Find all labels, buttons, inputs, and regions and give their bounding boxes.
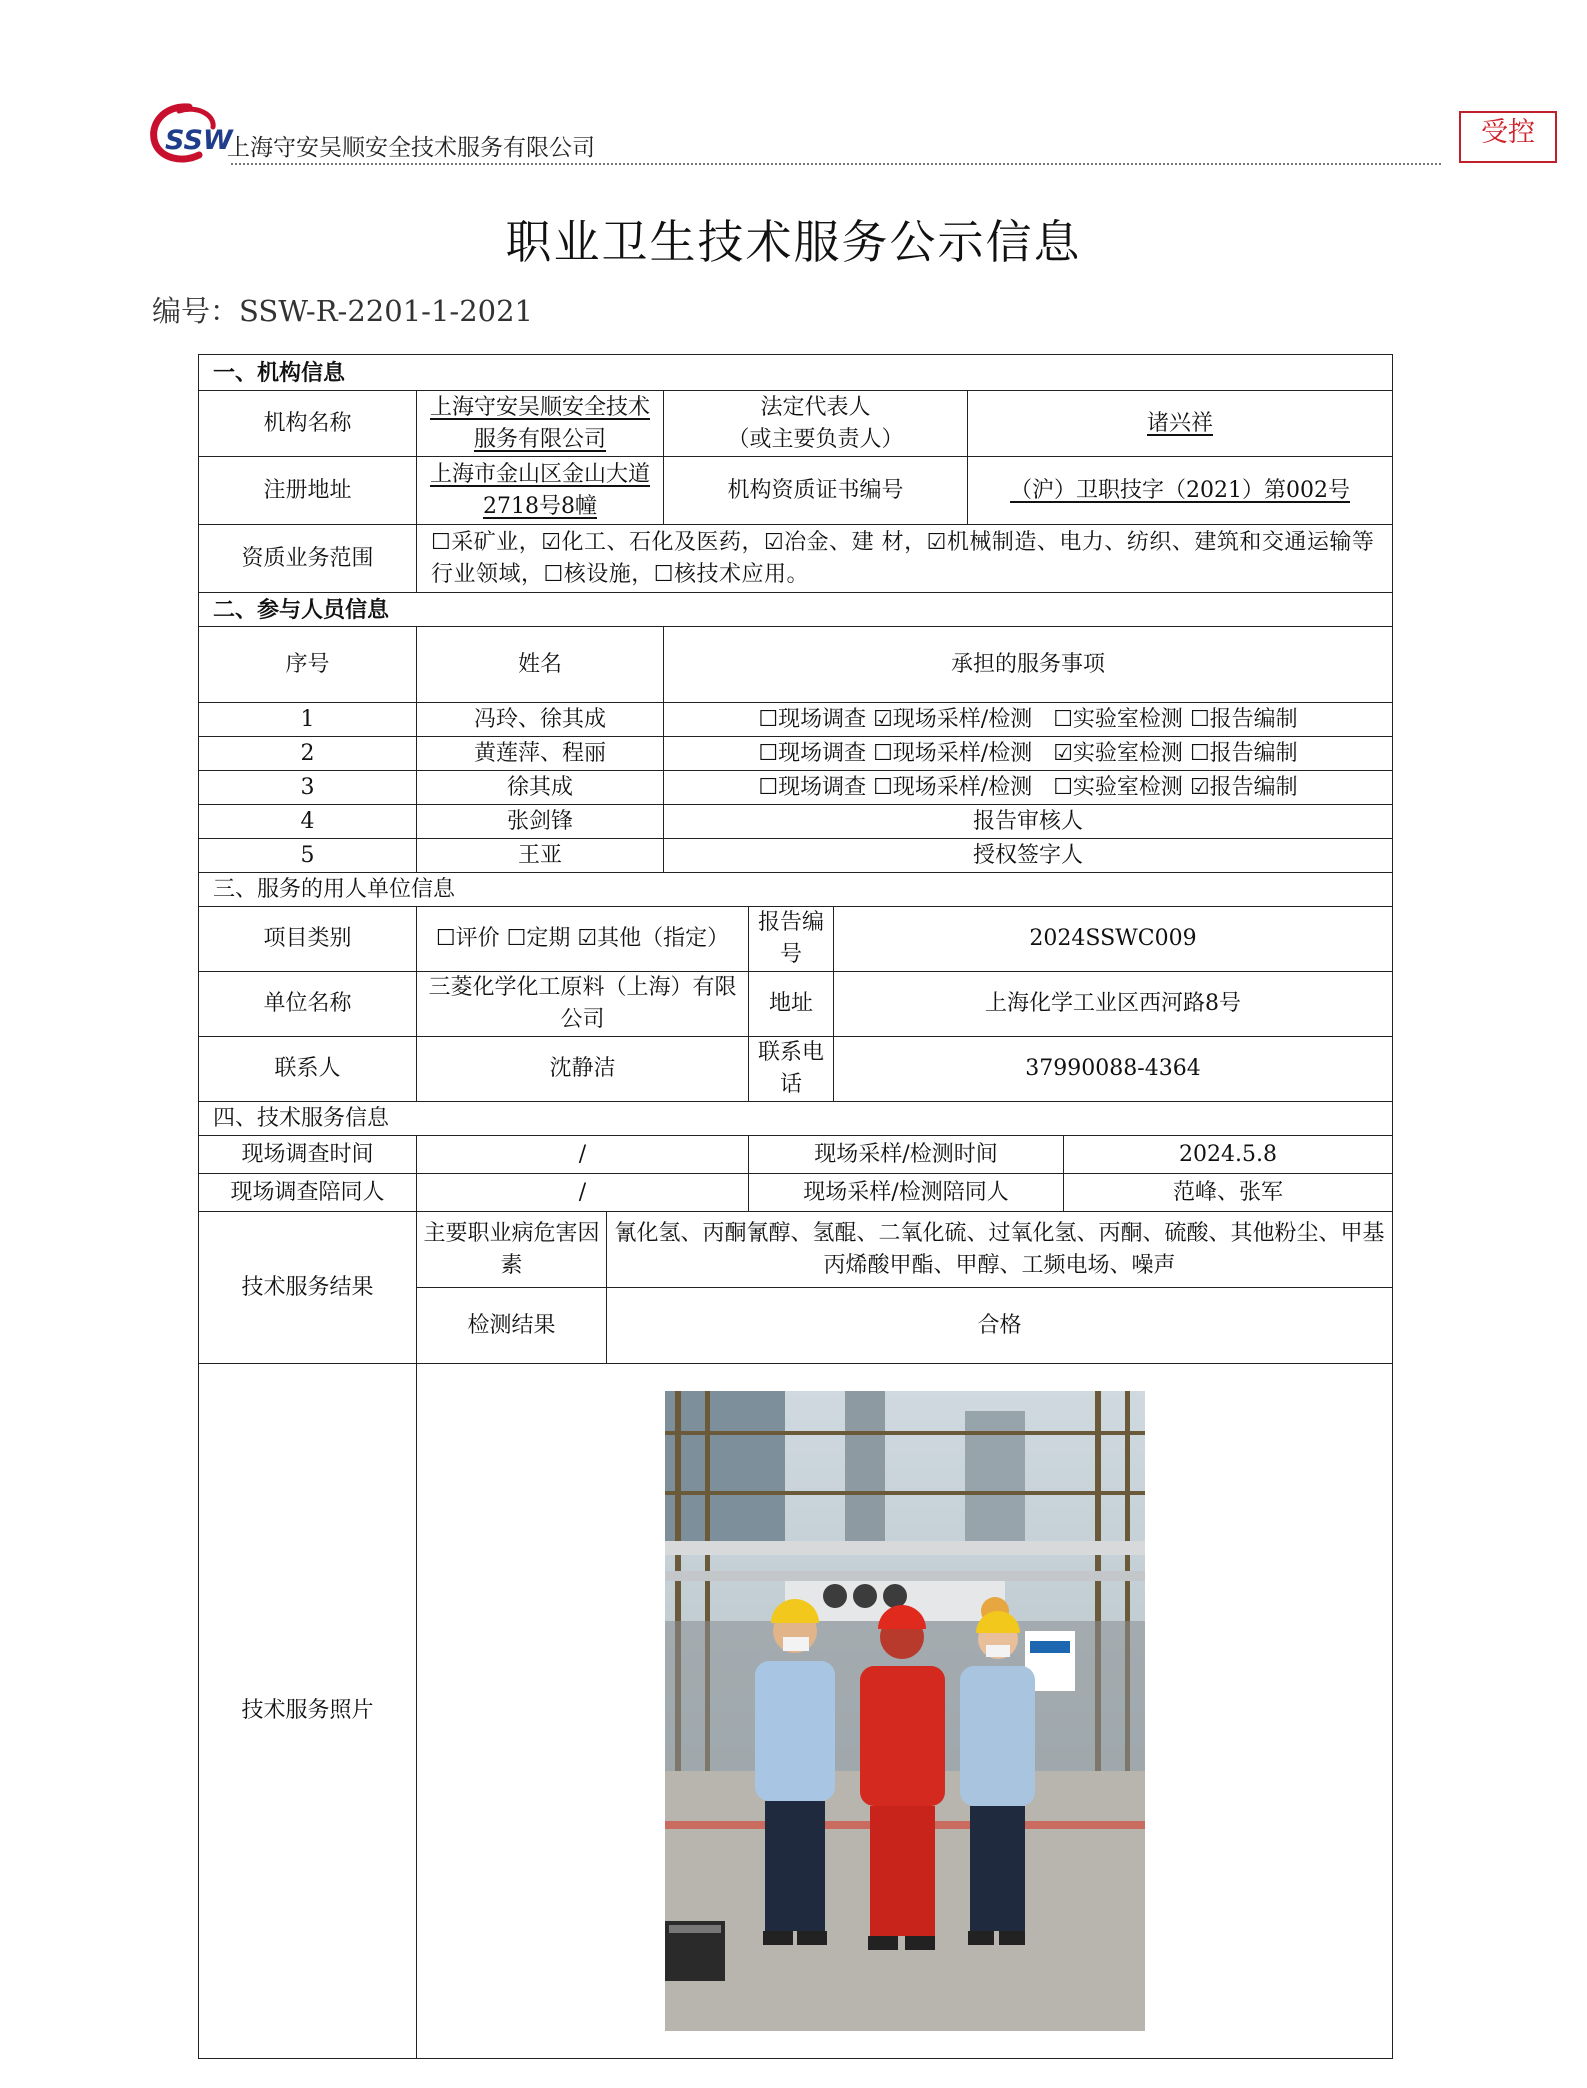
staff-no: 5 — [199, 839, 417, 873]
section-heading-client: 三、服务的用人单位信息 — [199, 873, 1393, 907]
result-label: 技术服务结果 — [199, 1212, 417, 1364]
staff-no: 4 — [199, 805, 417, 839]
duty-check: ☐实验室检测 — [1053, 774, 1183, 800]
legal-rep-label-line1: 法定代表人 — [760, 394, 871, 420]
duty-check: ☐现场调查 — [758, 740, 867, 766]
unit-name-value: 三菱化学化工原料（上海）有限公司 — [417, 972, 749, 1037]
legal-rep-label-line2: （或主要负责人） — [727, 426, 904, 452]
staff-no: 2 — [199, 737, 417, 771]
staff-duties — [664, 737, 1393, 771]
col-header-duty: 承担的服务事项 — [664, 627, 1393, 703]
header-divider — [231, 163, 1441, 165]
table-row — [199, 805, 1393, 839]
scope-value: ☐采矿业，☑化工、石化及医药，☑冶金、建 材，☑机械制造、电力、纺织、建筑和交通运输等行业领域，☐核设施，☐核技术应用。 — [417, 525, 1393, 593]
photo-label: 技术服务照片 — [199, 1364, 417, 2059]
staff-duties — [664, 703, 1393, 737]
scope-label: 资质业务范围 — [199, 525, 417, 593]
org-name-label: 机构名称 — [199, 391, 417, 457]
page-title: 职业卫生技术服务公示信息 — [505, 215, 1082, 269]
staff-name: 张剑锋 — [417, 805, 664, 839]
project-type-label: 项目类别 — [199, 907, 417, 972]
survey-escort-label: 现场调查陪同人 — [199, 1174, 417, 1212]
service-photo-image — [665, 1391, 1145, 2031]
unit-name-label: 单位名称 — [199, 972, 417, 1037]
duty-check: ☐报告编制 — [1189, 740, 1298, 766]
cert-value: （沪）卫职技字（2021）第002号 — [968, 457, 1393, 525]
table-row — [199, 737, 1393, 771]
sampling-escort-label: 现场采样/检测陪同人 — [749, 1174, 1064, 1212]
staff-name: 黄莲萍、程丽 — [417, 737, 664, 771]
unit-address-value: 上海化学工业区西河路8号 — [834, 972, 1393, 1037]
org-name-value: 上海守安吴顺安全技术服务有限公司 — [417, 391, 664, 457]
staff-no: 3 — [199, 771, 417, 805]
legal-rep-value: 诸兴祥 — [968, 391, 1393, 457]
address-label: 注册地址 — [199, 457, 417, 525]
hazard-value: 氰化氢、丙酮氰醇、氢醌、二氧化硫、过氧化氢、丙酮、硫酸、其他粉尘、甲基丙烯酸甲酯、甲醇、工频电场、噪声 — [607, 1212, 1393, 1288]
address-value: 上海市金山区金山大道2718号8幢 — [417, 457, 664, 525]
project-type-value: ☐评价 ☐定期 ☑其他（指定） — [417, 907, 749, 972]
cert-label: 机构资质证书编号 — [664, 457, 968, 525]
duty-check: ☐现场采样/检测 — [873, 740, 1033, 766]
staff-role: 授权签字人 — [664, 839, 1393, 873]
duty-check: ☐现场调查 — [758, 774, 867, 800]
survey-escort-value: / — [417, 1174, 749, 1212]
survey-time-value: / — [417, 1136, 749, 1174]
section-heading-service: 四、技术服务信息 — [199, 1102, 1393, 1136]
controlled-stamp: 受控 — [1459, 111, 1557, 163]
staff-duties — [664, 771, 1393, 805]
info-table — [198, 354, 1393, 2059]
test-result-value: 合格 — [607, 1288, 1393, 1364]
table-row — [199, 703, 1393, 737]
duty-check: ☐现场调查 — [758, 706, 867, 732]
duty-check: ☐现场采样/检测 — [873, 774, 1033, 800]
duty-check: ☐实验室检测 — [1053, 706, 1183, 732]
staff-name: 王亚 — [417, 839, 664, 873]
test-result-label: 检测结果 — [417, 1288, 607, 1364]
contact-label: 联系人 — [199, 1037, 417, 1102]
svg-text:SSW: SSW — [165, 125, 233, 156]
company-name: 上海守安吴顺安全技术服务有限公司 — [227, 135, 595, 161]
col-header-no: 序号 — [199, 627, 417, 703]
company-logo — [149, 103, 233, 165]
legal-rep-label — [664, 391, 968, 457]
report-no-value: 2024SSWC009 — [834, 907, 1393, 972]
phone-value: 37990088-4364 — [834, 1037, 1393, 1102]
staff-no: 1 — [199, 703, 417, 737]
table-row — [199, 771, 1393, 805]
staff-name: 冯玲、徐其成 — [417, 703, 664, 737]
duty-check: ☑现场采样/检测 — [873, 706, 1033, 732]
section-heading-staff: 二、参与人员信息 — [199, 593, 1393, 627]
survey-time-label: 现场调查时间 — [199, 1136, 417, 1174]
contact-value: 沈静洁 — [417, 1037, 749, 1102]
duty-check: ☑报告编制 — [1189, 774, 1298, 800]
phone-label: 联系电话 — [749, 1037, 834, 1102]
col-header-name: 姓名 — [417, 627, 664, 703]
sampling-escort-value: 范峰、张军 — [1064, 1174, 1393, 1212]
hazard-label: 主要职业病危害因素 — [417, 1212, 607, 1288]
duty-check: ☐报告编制 — [1189, 706, 1298, 732]
sampling-time-value: 2024.5.8 — [1064, 1136, 1393, 1174]
unit-address-label: 地址 — [749, 972, 834, 1037]
service-photo — [665, 1391, 1145, 2031]
photo-cell — [417, 1364, 1393, 2059]
staff-role: 报告审核人 — [664, 805, 1393, 839]
report-no-label: 报告编号 — [749, 907, 834, 972]
staff-name: 徐其成 — [417, 771, 664, 805]
sampling-time-label: 现场采样/检测时间 — [749, 1136, 1064, 1174]
page-header — [145, 95, 1535, 170]
section-heading-org: 一、机构信息 — [199, 355, 1393, 391]
table-row — [199, 839, 1393, 873]
document-number: 编号：SSW-R-2201-1-2021 — [152, 294, 534, 328]
duty-check: ☑实验室检测 — [1053, 740, 1183, 766]
